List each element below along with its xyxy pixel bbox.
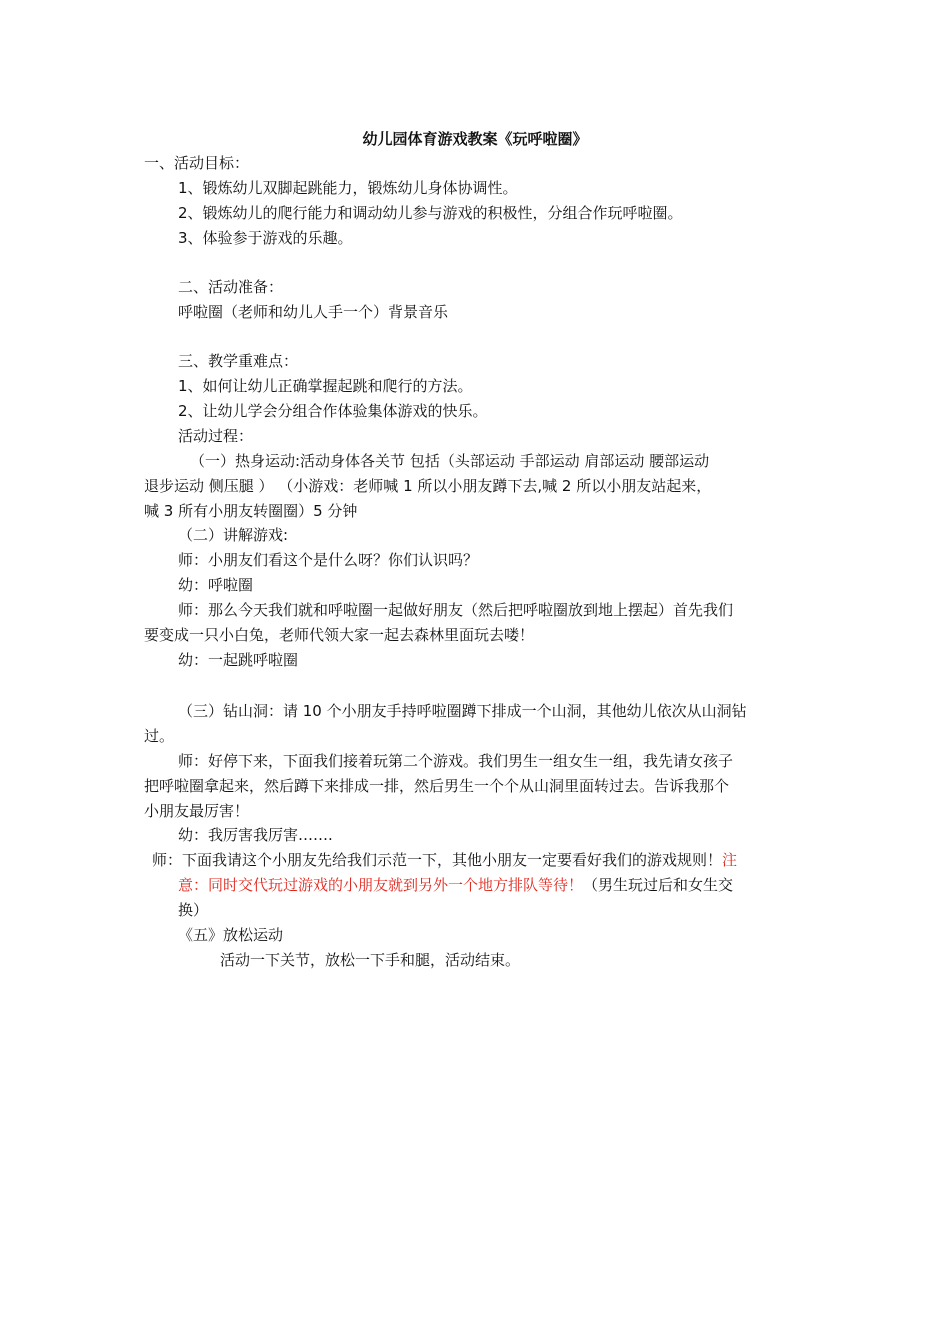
key-heading: 三、教学重难点： <box>178 352 299 370</box>
document-title: 幼儿园体育游戏教案《玩呼啦圈》 <box>362 130 588 148</box>
relax-heading: 《五》放松运动 <box>178 926 284 944</box>
dialogue-line: 把呼啦圈拿起来，然后蹲下来排成一排，然后男生一个个从山洞里面转过去。告诉我那个 <box>144 777 730 795</box>
dialogue-line: 小朋友最厉害！ <box>144 802 250 820</box>
cave-line: （三）钻山洞：请 10 个小朋友手持呼啦圈蹲下排成一个山洞，其他幼儿依次从山洞钻 <box>178 702 747 720</box>
warmup-line: （一）热身运动:活动身体各关节 包括（头部运动 手部运动 肩部运动 腰部运动 <box>190 452 710 470</box>
demo-note-text: 注 <box>722 851 738 869</box>
process-heading: 活动过程： <box>178 427 254 445</box>
demo-note-text: 意：同时交代玩过游戏的小朋友就到另外一个地方排队等待！ <box>178 876 584 894</box>
demo-text: （男生玩过后和女生交 <box>583 876 734 894</box>
dialogue-line: 师：那么今天我们就和呼啦圈一起做好朋友（然后把呼啦圈放到地上摆起）首先我们 <box>178 601 734 619</box>
dialogue-line: 要变成一只小白兔，老师代领大家一起去森林里面玩去喽！ <box>144 626 535 644</box>
dialogue-line: 幼：我厉害我厉害……. <box>178 826 333 844</box>
goal-item: 3、体验参于游戏的乐趣。 <box>178 229 353 247</box>
dialogue-line: 师：好停下来，下面我们接着玩第二个游戏。我们男生一组女生一组，我先请女孩子 <box>178 752 734 770</box>
prep-text: 呼啦圈（老师和幼儿人手一个）背景音乐 <box>178 303 449 321</box>
warmup-line: 退步运动 侧压腿 ） （小游戏：老师喊 1 所以小朋友蹲下去,喊 2 所以小朋友站起来， <box>144 477 712 495</box>
demo-line <box>152 848 737 872</box>
demo-line <box>178 873 733 897</box>
cave-line: 过。 <box>144 727 175 745</box>
demo-line <box>178 898 208 922</box>
key-point: 1、如何让幼儿正确掌握起跳和爬行的方法。 <box>178 377 473 395</box>
goal-item: 2、锻炼幼儿的爬行能力和调动幼儿参与游戏的积极性，分组合作玩呼啦圈。 <box>178 204 683 222</box>
explain-heading: （二）讲解游戏: <box>178 526 289 544</box>
dialogue-line: 幼：呼啦圈 <box>178 576 254 594</box>
warmup-line: 喊 3 所有小朋友转圈圈）5 分钟 <box>144 502 358 520</box>
dialogue-line: 幼：一起跳呼啦圈 <box>178 651 299 669</box>
relax-text: 活动一下关节，放松一下手和腿，活动结束。 <box>220 951 521 969</box>
key-point: 2、让幼儿学会分组合作体验集体游戏的快乐。 <box>178 402 488 420</box>
prep-heading: 二、活动准备： <box>178 278 284 296</box>
demo-text: 师：下面我请这个小朋友先给我们示范一下，其他小朋友一定要看好我们的游戏规则！ <box>152 851 723 869</box>
dialogue-line: 师：小朋友们看这个是什么呀？你们认识吗？ <box>178 551 479 569</box>
goal-item: 1、锻炼幼儿双脚起跳能力，锻炼幼儿身体协调性。 <box>178 179 518 197</box>
goals-heading: 一、活动目标： <box>144 154 250 172</box>
demo-text: 换） <box>178 901 209 919</box>
